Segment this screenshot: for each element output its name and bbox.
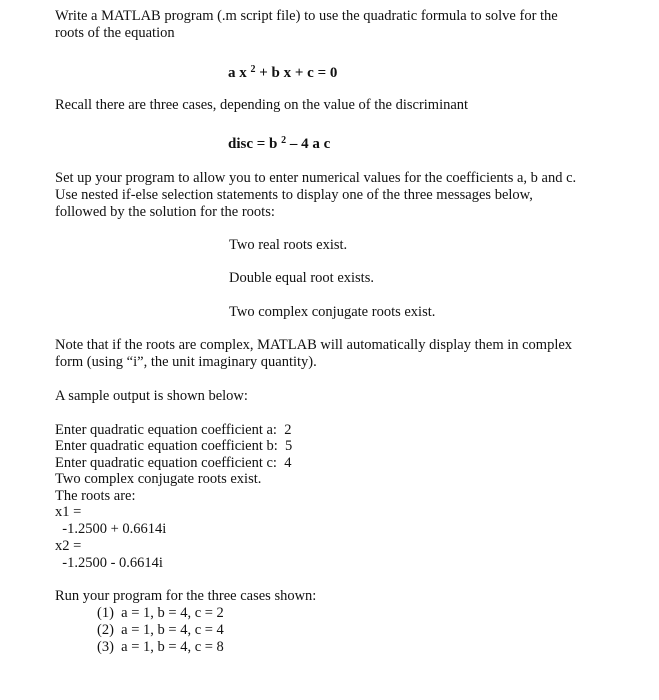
intro-line-2: roots of the equation xyxy=(55,25,175,41)
setup-line-3: followed by the solution for the roots: xyxy=(55,204,275,220)
sample-output-line: Enter quadratic equation coefficient a: 2 xyxy=(55,422,292,438)
note-line-2: form (using “i”, the unit imaginary quantity). xyxy=(55,354,317,370)
sample-output-line: Enter quadratic equation coefficient c: 4 xyxy=(55,455,292,471)
message-complex: Two complex conjugate roots exist. xyxy=(229,304,436,320)
message-double-root: Double equal root exists. xyxy=(229,270,374,286)
equation-part-2: + b x + c = 0 xyxy=(255,65,338,81)
sample-output-line: -1.2500 + 0.6614i xyxy=(55,521,167,537)
message-two-real: Two real roots exist. xyxy=(229,237,348,253)
case-item: (1) a = 1, b = 4, c = 2 xyxy=(97,605,224,621)
run-heading: Run your program for the three cases shown: xyxy=(55,588,317,604)
disc-part-1: disc = b xyxy=(228,136,282,152)
setup-line-2: Use nested if-else selection statements to display one of the three messages below, xyxy=(55,187,533,203)
sample-output-line: Enter quadratic equation coefficient b: 5 xyxy=(55,438,293,454)
case-item: (3) a = 1, b = 4, c = 8 xyxy=(97,639,224,655)
equation-exponent: 2 xyxy=(250,64,256,75)
sample-output-line: x2 = xyxy=(55,538,82,554)
sample-output-line: x1 = xyxy=(55,504,82,520)
sample-heading: A sample output is shown below: xyxy=(55,388,248,404)
sample-output-line: Two complex conjugate roots exist. xyxy=(55,471,262,487)
disc-exponent: 2 xyxy=(281,135,287,146)
quadratic-equation xyxy=(228,61,337,82)
sample-output-line: The roots are: xyxy=(55,488,136,504)
disc-part-2: – 4 a c xyxy=(286,136,331,152)
note-line-1: Note that if the roots are complex, MATLAB will automatically display them in complex xyxy=(55,337,573,353)
equation-part-1: a x xyxy=(228,65,251,81)
discriminant-equation xyxy=(228,132,330,153)
recall-text: Recall there are three cases, depending on the value of the discriminant xyxy=(55,97,469,113)
case-item: (2) a = 1, b = 4, c = 4 xyxy=(97,622,224,638)
sample-output-line: -1.2500 - 0.6614i xyxy=(55,555,163,571)
intro-line-1: Write a MATLAB program (.m script file) to use the quadratic formula to solve for the xyxy=(55,8,558,24)
setup-line-1: Set up your program to allow you to enter numerical values for the coefficients a, b and c. xyxy=(55,170,577,186)
